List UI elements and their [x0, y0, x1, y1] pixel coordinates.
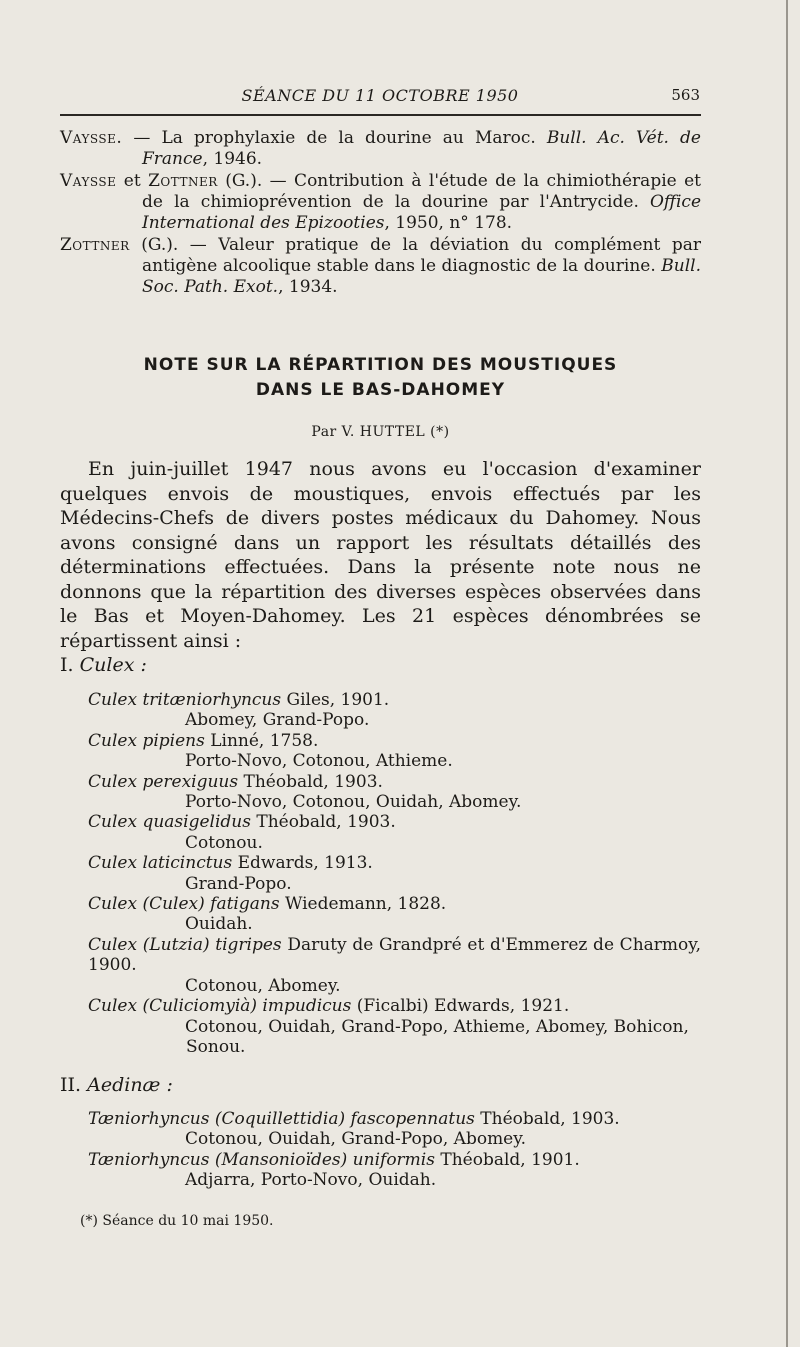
species-name: Tæniorhyncus (Coquillettidia) fascopennatus	[88, 1109, 475, 1129]
species-authority: Théobald, 1903.	[474, 1109, 620, 1129]
reference-text: — La prophylaxie de la dourine au Maroc.	[122, 128, 547, 148]
footnote: (*) Séance du 10 mai 1950.	[80, 1213, 274, 1229]
running-title: SÉANCE DU 11 OCTOBRE 1950	[241, 86, 519, 105]
reference-source: Bull. Soc. Path. Exot.	[142, 256, 701, 297]
reference-text: (G.). — Contribution à l'étude de la chimiothérapie et de la chimioprévention de la dourine par l'Antrycide.	[142, 171, 701, 212]
reference-conjunction: et	[116, 171, 149, 191]
species-list-aedinae	[60, 1109, 701, 1191]
species-authority: (Ficalbi) Edwards, 1921.	[351, 996, 570, 1017]
reference-source: Office International des Epizooties	[142, 192, 701, 233]
species-name: Culex pipiens	[88, 730, 205, 751]
species-localities: Cotonou, Ouidah, Grand-Popo, Athieme, Abomey, Bohicon, Sonou.	[185, 1016, 689, 1057]
reference-item	[60, 171, 701, 234]
species-authority: Wiedemann, 1828.	[279, 894, 447, 915]
species-name: Culex perexiguus	[88, 771, 239, 792]
species-authority: Théobald, 1901.	[434, 1149, 580, 1170]
species-entry	[60, 853, 701, 873]
section-number: II.	[60, 1074, 82, 1096]
species-entry	[60, 690, 701, 710]
species-name: Culex tritæniorhyncus	[88, 690, 282, 710]
species-entry	[60, 772, 701, 792]
reference-tail: , 1934.	[278, 277, 338, 297]
species-localities: Porto-Novo, Cotonou, Athieme.	[185, 751, 453, 772]
article-title-line-1: NOTE SUR LA RÉPARTITION DES MOUSTIQUES	[143, 355, 618, 375]
species-localities: Cotonou, Abomey.	[185, 975, 341, 996]
reference-tail: , 1950, n° 178.	[384, 213, 513, 233]
species-name: Culex (Culiciomyià) impudicus	[88, 996, 352, 1017]
species-authority: Daruty de Grandpré et d'Emmerez de Charmoy, 1900.	[88, 934, 702, 976]
page-number: 563	[671, 86, 700, 104]
section-name: Culex :	[79, 654, 147, 676]
species-entry	[60, 894, 701, 914]
species-entry	[60, 812, 701, 832]
species-authority: Théobald, 1903.	[238, 771, 383, 792]
reference-source: Bull. Ac. Vét. de France	[142, 128, 701, 169]
section-name: Aedinæ :	[87, 1074, 173, 1096]
species-name: Tæniorhyncus (Mansonioïdes) uniformis	[88, 1149, 435, 1170]
species-localities: Cotonou, Ouidah, Grand-Popo, Abomey.	[185, 1129, 526, 1150]
species-name: Culex (Lutzia) tigripes	[88, 934, 282, 955]
intro-text: En juin-juillet 1947 nous avons eu l'occasion d'examiner quelques envois de moustiques, envois effectués par les Médecins-Chefs de divers postes médicaux du Dahomey. Nous avons consigné dans un rapport les résultats détaillés des déterminations effectuées. Dans la présente note nous ne donnons que la répartition des diverses espèces observées dans le Bas et Moyen-Dahomey. Les 21 espèces dénombrées se répartissent ainsi :	[60, 458, 701, 652]
section-heading-aedinae	[60, 1074, 173, 1096]
species-name: Culex laticinctus	[88, 853, 233, 874]
article-title-line-2: DANS LE BAS-DAHOMEY	[255, 380, 506, 400]
species-entry	[60, 1109, 701, 1129]
reference-author: Vaysse	[60, 171, 117, 191]
species-localities: Abomey, Grand-Popo.	[185, 710, 370, 731]
species-localities: Ouidah.	[185, 914, 253, 935]
species-localities: Grand-Popo.	[185, 873, 292, 894]
article-author: Par V. HUTTEL (*)	[311, 424, 450, 440]
running-header	[60, 86, 700, 110]
reference-item	[60, 235, 701, 298]
reference-author: Zottner	[60, 235, 130, 255]
species-entry	[60, 935, 701, 976]
section-heading-culex	[60, 654, 147, 676]
section-number: I.	[60, 654, 74, 676]
reference-tail: , 1946.	[202, 149, 263, 169]
species-authority: Linné, 1758.	[204, 730, 319, 751]
species-list-culex	[60, 690, 701, 1057]
species-name: Culex quasigelidus	[88, 812, 251, 833]
species-authority: Giles, 1901.	[281, 690, 390, 710]
reference-item	[60, 128, 701, 170]
reference-list	[60, 128, 701, 299]
species-localities: Adjarra, Porto-Novo, Ouidah.	[185, 1170, 437, 1191]
species-name: Culex (Culex) fatigans	[88, 894, 280, 915]
reference-author: Vaysse.	[60, 128, 123, 148]
reference-author: Zottner	[148, 171, 218, 191]
page-edge-shadow	[786, 0, 788, 1347]
header-rule	[60, 114, 701, 116]
species-authority: Edwards, 1913.	[232, 853, 373, 874]
species-entry	[60, 731, 701, 751]
reference-text: (G.). — Valeur pratique de la déviation du complément par antigène alcoolique stable dans le diagnostic de la dourine.	[129, 235, 701, 276]
species-entry	[60, 1150, 701, 1170]
species-localities: Porto-Novo, Cotonou, Ouidah, Abomey.	[185, 792, 522, 813]
intro-paragraph	[60, 457, 701, 653]
species-entry	[60, 996, 701, 1016]
species-authority: Théobald, 1903.	[250, 812, 396, 833]
species-localities: Cotonou.	[185, 832, 263, 853]
